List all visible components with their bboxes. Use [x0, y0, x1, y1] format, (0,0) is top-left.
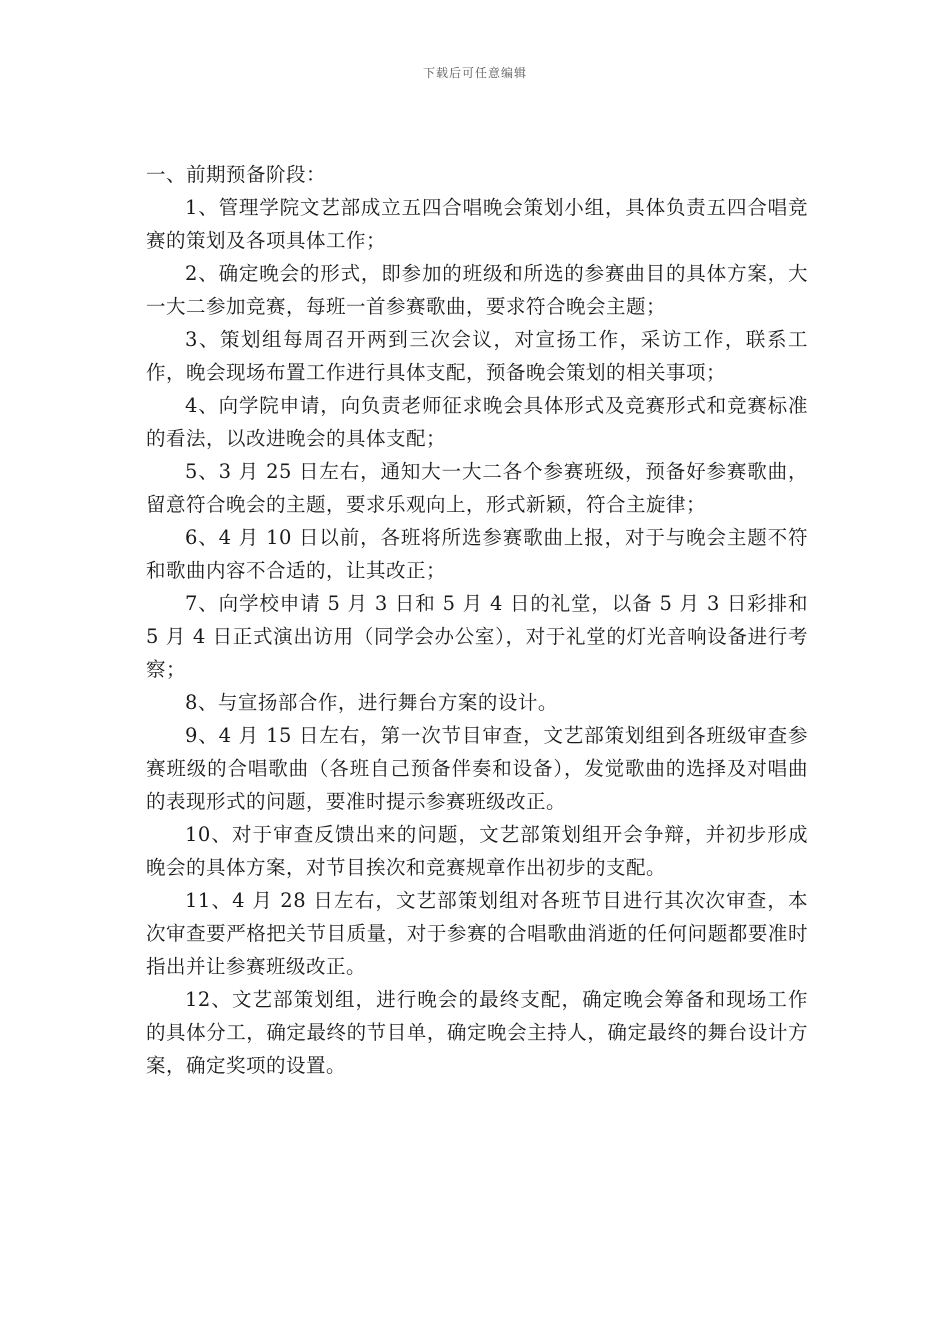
paragraph-4: 4、向学院申请，向负责老师征求晚会具体形式及竞赛形式和竞赛标准的看法，以改进晚会的具体支配；	[146, 394, 808, 450]
paragraph-6: 6、4 月 10 日以前，各班将所选参赛歌曲上报，对于与晚会主题不符和歌曲内容不合适的，让其改正；	[146, 526, 808, 582]
paragraph-12: 12、文艺部策划组，进行晚会的最终支配，确定晚会筹备和现场工作的具体分工，确定最终的节目单，确定晚会主持人，确定最终的舞台设计方案，确定奖项的设置。	[146, 988, 808, 1077]
paragraph-3: 3、策划组每周召开两到三次会议，对宣扬工作，采访工作，联系工作，晚会现场布置工作进行具体支配，预备晚会策划的相关事项；	[146, 328, 808, 384]
paragraph-5: 5、3 月 25 日左右，通知大一大二各个参赛班级，预备好参赛歌曲，留意符合晚会的主题，要求乐观向上，形式新颖，符合主旋律；	[146, 460, 808, 516]
section-title: 一、前期预备阶段：	[146, 163, 327, 186]
page-header: 下载后可任意编辑	[422, 66, 527, 80]
paragraph-8: 8、与宣扬部合作，进行舞台方案的设计。	[185, 691, 558, 714]
paragraph-10: 10、对于审查反馈出来的问题，文艺部策划组开会争辩，并初步形成晚会的具体方案，对节目挨次和竞赛规章作出初步的支配。	[146, 823, 808, 879]
paragraph-11: 11、4 月 28 日左右，文艺部策划组对各班节目进行其次次审查，本次审查要严格把关节目质量，对于参赛的合唱歌曲消逝的任何问题都要准时指出并让参赛班级改正。	[146, 889, 808, 978]
document-body	[146, 158, 808, 1082]
paragraph-1: 1、管理学院文艺部成立五四合唱晚会策划小组，具体负责五四合唱竞赛的策划及各项具体工作；	[146, 196, 808, 252]
paragraph-2: 2、确定晚会的形式，即参加的班级和所选的参赛曲目的具体方案，大一大二参加竞赛，每班一首参赛歌曲，要求符合晚会主题；	[146, 262, 808, 318]
paragraph-7: 7、向学校申请 5 月 3 日和 5 月 4 日的礼堂，以备 5 月 3 日彩排和 5 月 4 日正式演出访用（同学会办公室），对于礼堂的灯光音响设备进行考察；	[146, 592, 808, 681]
paragraph-9: 9、4 月 15 日左右，第一次节目审查，文艺部策划组到各班级审查参赛班级的合唱歌曲（各班自己预备伴奏和设备），发觉歌曲的选择及对唱曲的表现形式的问题，要准时提示参赛班级改正。	[146, 724, 808, 813]
